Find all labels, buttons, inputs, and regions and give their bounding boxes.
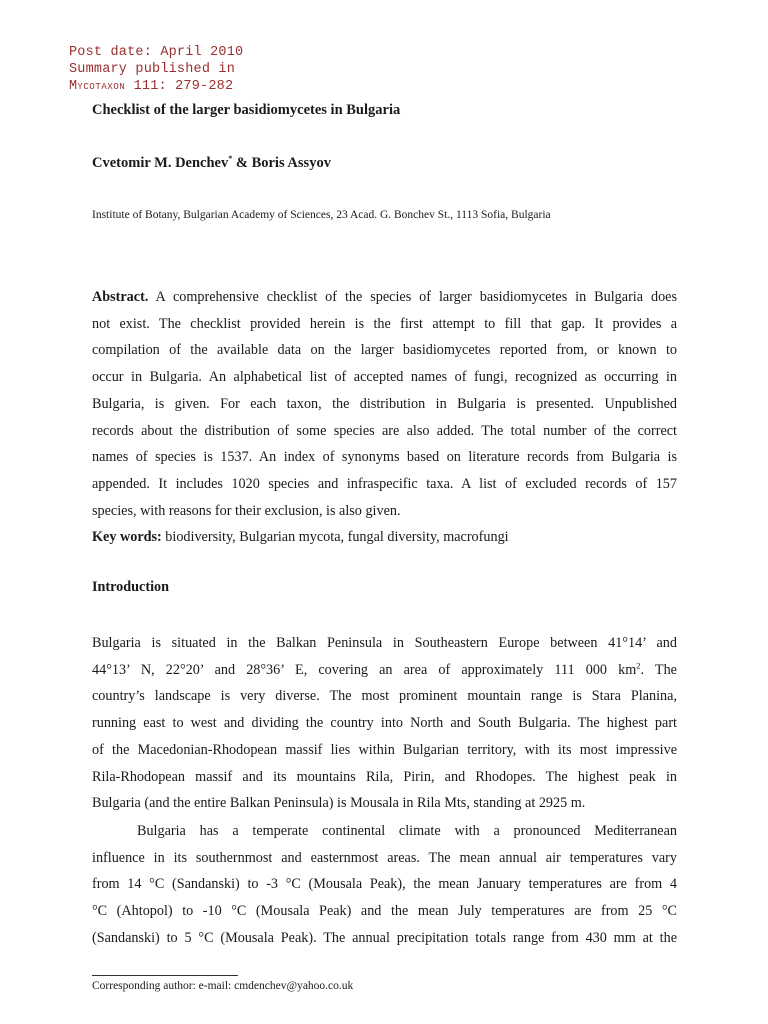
abstract-line: occur in Bulgaria. An alphabetical list of accepted names of fungi, recognized as occurring in [92,369,677,386]
abstract-line: species, with reasons for their exclusion, is also given. [92,502,401,519]
footnote-divider [92,975,238,976]
author-line [92,154,331,172]
keywords-line [92,524,677,551]
section-heading-introduction: Introduction [92,579,169,595]
paragraph-line: country’s landscape is very diverse. The most prominent mountain range is Stara Planina, [92,688,677,705]
abstract-line [92,284,677,311]
corresponding-author-footnote: Corresponding author: e-mail: cmdenchev@yahoo.co.uk [92,980,354,992]
post-header [69,44,243,96]
affiliation: Institute of Botany, Bulgarian Academy of Sciences, 23 Acad. G. Bonchev St., 1113 Sofia, Bulgaria [92,209,551,221]
paper-title: Checklist of the larger basidiomycetes in Bulgaria [92,102,401,118]
abstract-line: Bulgaria, is given. For each taxon, the distribution in Bulgaria is presented. Unpublished [92,395,677,412]
abstract-line: records about the distribution of some species are also added. The total number of the correct [92,422,677,439]
paragraph-line [92,657,677,684]
introduction-paragraph-1 [92,630,677,817]
superscript-2: 2 [636,659,641,670]
abstract-line: not exist. The checklist provided herein is the first attempt to fill that gap. It provides a [92,315,677,332]
abstract-line: compilation of the available data on the larger basidiomycetes reported from, or known to [92,342,677,359]
author-1: Cvetomir M. Denchev [92,154,229,171]
keywords-label: Key words: [92,529,162,545]
paragraph-line: Bulgaria has a temperate continental climate with a pronounced Mediterranean [137,823,677,839]
paragraph-line: (Sandanski) to 5 °C (Mousala Peak). The annual precipitation totals range from 430 mm at the [92,929,677,946]
introduction-paragraph-2 [92,818,677,952]
abstract-line: appended. It includes 1020 species and infraspecific taxa. A list of excluded records of 157 [92,475,677,492]
abstract-label: Abstract. [92,289,149,305]
paragraph-line: Rila-Rhodopean massif and its mountains Rila, Pirin, and Rhodopes. The highest peak in [92,768,677,785]
paragraph-line: influence in its southernmost and easternmost areas. The mean annual air temperatures vary [92,849,677,866]
abstract-line: names of species is 1537. An index of synonyms based on literature records from Bulgaria is [92,449,677,466]
journal-volume-pages: 111: 279-282 [125,79,234,94]
post-date: Post date: April 2010 [69,45,244,60]
journal-initial: M [69,79,78,94]
paragraph-line: Bulgaria (and the entire Balkan Peninsula) is Mousala in Rila Mts, standing at 2925 m. [92,795,586,812]
abstract-line-1-text: A comprehensive checklist of the species of larger basidiomycetes in Bulgaria does [148,289,677,305]
keywords-paragraph [92,524,677,551]
author-2: & Boris Assyov [232,154,331,171]
summary-published-line: Summary published in [69,62,236,77]
paragraph-line: from 14 °C (Sandanski) to -3 °C (Mousala Peak), the mean January temperatures are from 4 [92,876,677,893]
area-text: 44°13’ N, 22°20’ and 28°36’ E, covering an area of approximately 111 000 km [92,661,637,678]
paragraph-line: running east to west and dividing the country into North and South Bulgaria. The highest part [92,715,677,732]
journal-reference [69,78,243,96]
abstract-paragraph [92,284,677,524]
corresponding-author-mark: * [228,154,233,163]
paragraph-line: °C (Ahtopol) to -10 °C (Mousala Peak) and the mean July temperatures are from 25 °C [92,903,677,920]
area-text-end: . The [640,661,677,678]
journal-name-rest: YCOTAXON [77,82,126,92]
paragraph-line: of the Macedonian-Rhodopean massif lies within Bulgarian territory, with its most impressive [92,741,677,758]
keywords-text: biodiversity, Bulgarian mycota, fungal diversity, macrofungi [161,529,509,545]
paragraph-line: Bulgaria is situated in the Balkan Peninsula in Southeastern Europe between 41°14’ and [92,635,677,651]
